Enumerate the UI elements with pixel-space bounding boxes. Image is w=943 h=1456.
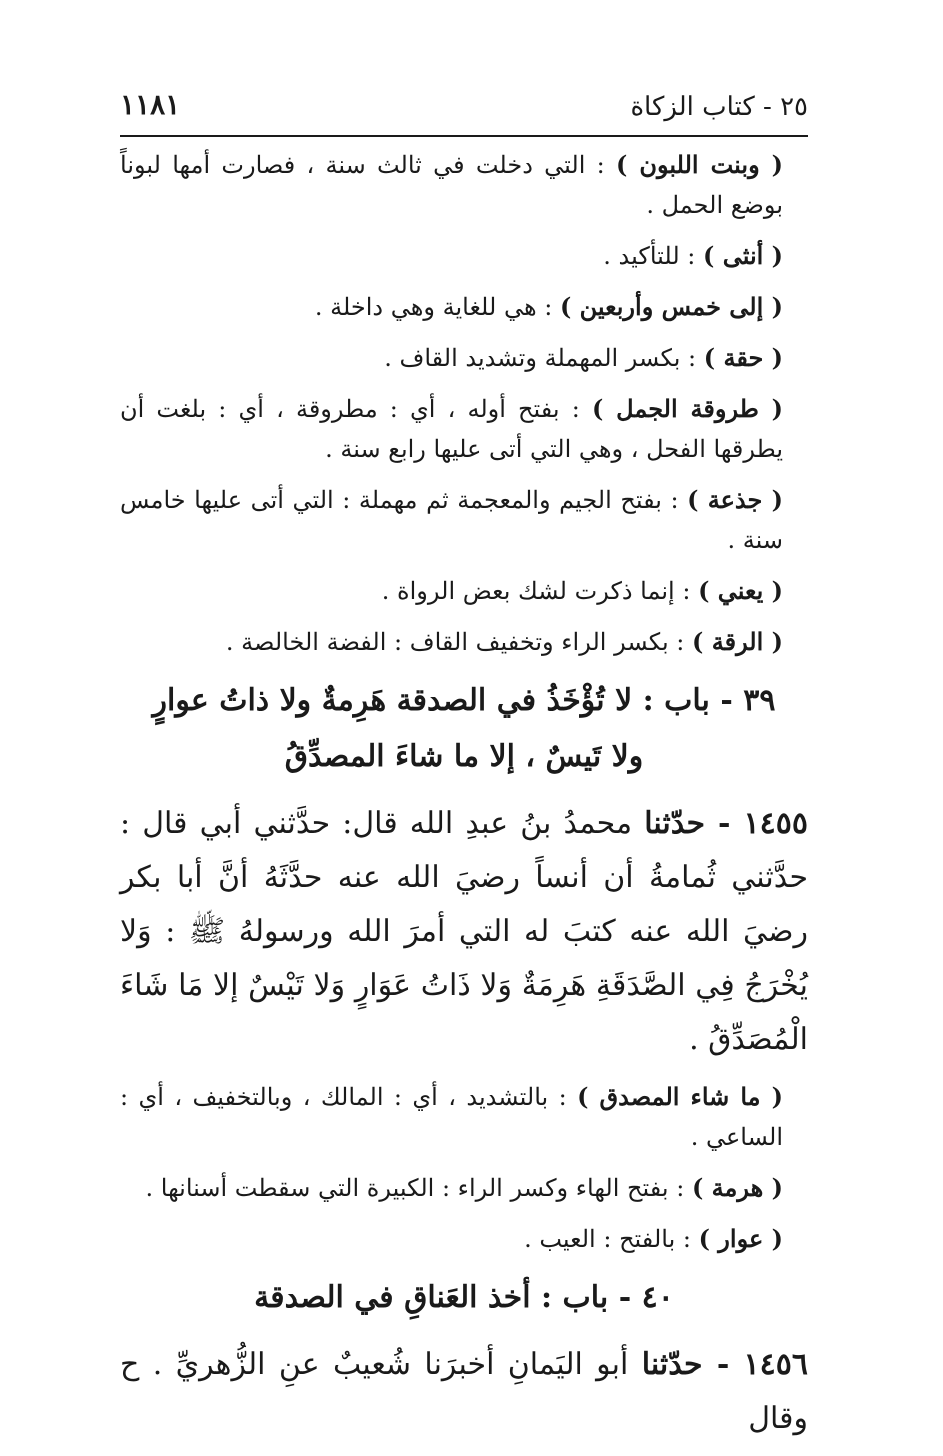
gloss-text: : هي للغاية وهي داخلة . (314, 293, 560, 321)
gloss-text: : بفتح أوله ، أي : مطروقة ، أي : بلغت أن يطرقها الفحل ، وهي التي أتى عليها رابع سنة . (120, 395, 783, 463)
hadith-number: ١٤٥٥ (743, 806, 808, 841)
gloss-term: ( أنثى ) (702, 241, 783, 270)
gloss-text: : بالفتح : العيب . (524, 1225, 699, 1253)
gloss-text: : بفتح الهاء وكسر الراء : الكبيرة التي سقطت أسنانها . (145, 1174, 692, 1202)
gloss-term: ( يعني ) (698, 576, 783, 605)
gloss-term: ( ما شاء المصدق ) (577, 1082, 783, 1111)
gloss-bint-labun (120, 145, 808, 225)
gloss-term: ( هرمة ) (691, 1173, 783, 1202)
hadith-1455 (120, 797, 808, 1067)
hadith-text: محمدُ بنُ عبدِ الله قال: حدَّثني أبي قال : حدَّثني ثُمامةُ أن أنساً رضيَ الله عنه حدَّثَهُ أنَّ أبا بكر رضيَ الله عنه كتبَ له التي أمرَ الله ورسولهُ ﷺ : وَلا يُخْرَجُ فِي الصَّدَقَةِ هَرِمَةٌ وَلا ذَاتُ عَوَارٍ وَلا تَيْسٌ إلا مَا شَاءَ الْمُصَدِّقُ . (120, 806, 808, 1057)
gloss-text: : بالتشديد ، أي : المالك ، وبالتخفيف ، أي : الساعي . (120, 1083, 783, 1151)
hadith-1456 (120, 1338, 808, 1446)
gloss-text: : بفتح الجيم والمعجمة ثم مهملة : التي أتى عليها خامس سنة . (120, 486, 783, 554)
gloss-riqqa (120, 622, 808, 662)
gloss-ma-shaa-al-musaddiq (120, 1077, 808, 1157)
gloss-term: ( إلى خمس وأربعين ) (559, 292, 783, 321)
gloss-text: : إنما ذكرت لشك بعض الرواة . (381, 577, 699, 605)
hadith-lead: - حدّثنا (644, 806, 744, 841)
chapter-39-heading (120, 673, 808, 785)
gloss-harima (120, 1168, 808, 1208)
gloss-yani (120, 571, 808, 611)
header-rule (120, 135, 808, 137)
chapter-39-line-2: ولا تَيسٌ ، إلا ما شاءَ المصدِّقُ (284, 739, 644, 774)
gloss-term: ( الرقة ) (692, 627, 783, 656)
gloss-awar (120, 1219, 808, 1259)
gloss-term: ( عوار ) (698, 1224, 783, 1253)
page-number: ١١٨١ (120, 88, 181, 121)
chapter-40-heading: ٤٠ - باب : أخذ العَناقِ في الصدقة (254, 1280, 674, 1315)
gloss-text: : التي دخلت في ثالث سنة ، فصارت أمها لبوناً بوضع الحمل . (120, 151, 783, 219)
gloss-taruqat-al-jamal (120, 389, 808, 469)
gloss-term: ( وبنت اللبون ) (616, 150, 784, 179)
gloss-term: ( حقة ) (703, 343, 783, 372)
hadith-number: ١٤٥٦ (743, 1347, 808, 1382)
gloss-ila-khams (120, 287, 808, 327)
gloss-term: ( جذعة ) (687, 485, 783, 514)
gloss-jadha (120, 480, 808, 560)
chapter-39-line-1: ٣٩ - باب : لا تُؤْخَذُ في الصدقة هَرِمةٌ ولا ذاتُ عوارٍ (152, 683, 776, 718)
gloss-untha (120, 236, 808, 276)
gloss-hiqqa (120, 338, 808, 378)
gloss-text: : بكسر المهملة وتشديد القاف . (384, 344, 704, 372)
gloss-text: : بكسر الراء وتخفيف القاف : الفضة الخالصة . (225, 628, 693, 656)
page-header (120, 88, 808, 128)
hadith-lead: - حدّثنا (641, 1347, 744, 1382)
running-chapter-title: ٢٥ - كتاب الزكاة (630, 92, 808, 122)
hadith-text: أبو اليَمانِ أخبرَنا شُعيبٌ عنِ الزُّهريِّ . ح وقال (120, 1347, 808, 1436)
gloss-text: : للتأكيد . (603, 242, 703, 270)
gloss-term: ( طروقة الجمل ) (591, 394, 783, 423)
page-body (120, 145, 808, 1456)
